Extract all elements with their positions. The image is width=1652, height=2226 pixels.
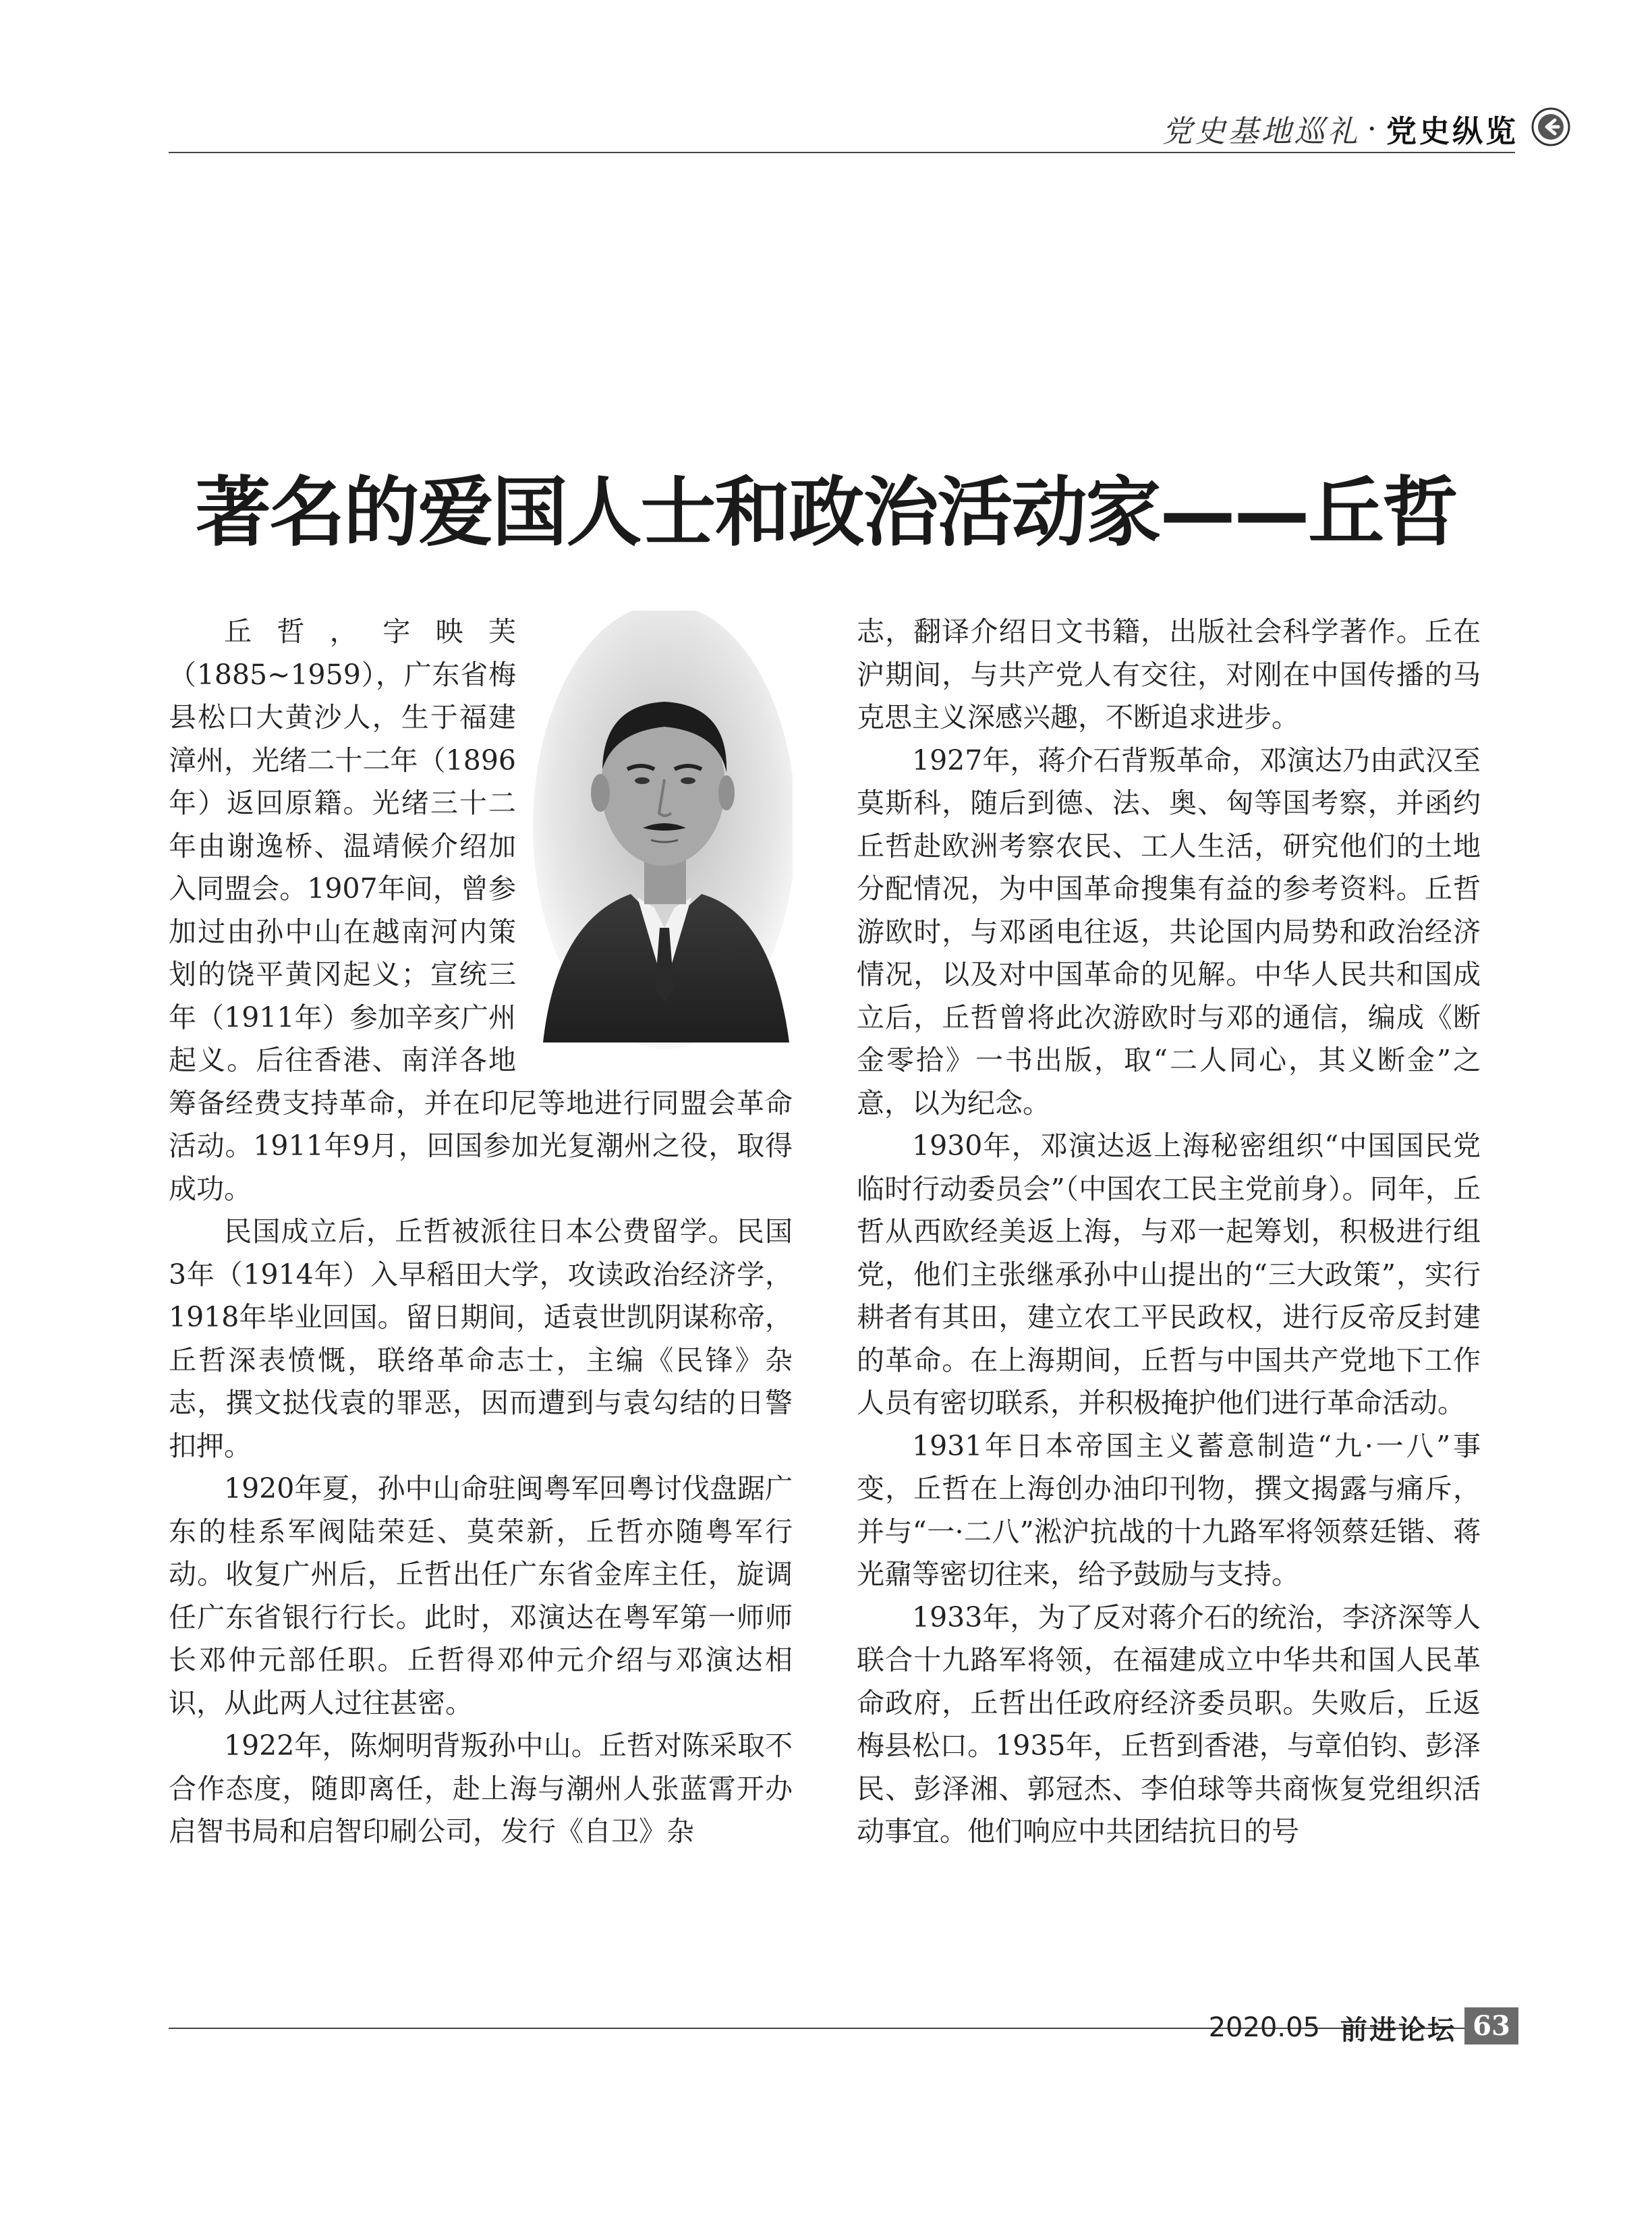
paragraph: 民国成立后，丘哲被派往日本公费留学。民国3年（1914年）入早稻田大学，攻读政治经济学，1918年毕业回国。留日期间，适袁世凯阴谋称帝，丘哲深表愤慨，联络革命志士，主编《民锋》杂志，撰文挞伐袁的罪恶，因而遭到与袁勾结的日警扣押。: [169, 1215, 793, 1462]
issue-date: 2020.05: [1208, 2012, 1320, 2043]
paragraph: 1931年日本帝国主义蓄意制造“九·一八”事变，丘哲在上海创办油印刊物，撰文揭露与痛斥，并与“一·二八”淞沪抗战的十九路军将领蔡廷锴、蒋光鼐等密切往来，给予鼓励与支持。: [857, 1429, 1481, 1590]
header-separator: ·: [1367, 110, 1379, 146]
portrait-photo: [530, 611, 793, 1063]
column-name: 党史纵览: [1386, 113, 1518, 149]
paragraph: 志，翻译介绍日文书籍，出版社会科学著作。丘在沪期间，与共产党人有交往，对刚在中国传播的马克思主义深感兴趣，不断追求进步。: [857, 615, 1481, 733]
paragraph: 1922年，陈炯明背叛孙中山。丘哲对陈采取不合作态度，随即离任，赴上海与潮州人张蓝霄开办启智书局和启智印刷公司，发行《自卫》杂: [169, 1729, 793, 1847]
arrow-left-circle-icon[interactable]: [1531, 107, 1571, 147]
paragraph: 1927年，蒋介石背叛革命，邓演达乃由武汉至莫斯科，随后到德、法、奥、匈等国考察，并函约丘哲赴欧洲考察农民、工人生活，研究他们的土地分配情况，为中国革命搜集有益的参考资料。丘哲游欧时，与邓函电往返，共论国内局势和政治经济情况，以及对中国革命的见解。中华人民共和国成立后，丘哲曾将此次游欧时与邓的通信，编成《断金零拾》一书出版，取“二人同心，其义断金”之意，以为纪念。: [857, 744, 1481, 1119]
paragraph: 1930年，邓演达返上海秘密组织“中国国民党临时行动委员会”（中国农工民主党前身）。同年，丘哲从西欧经美返上海，与邓一起筹划，积极进行组党，他们主张继承孙中山提出的“三大政策”，实行耕者有其田，建立农工平民政权，进行反帝反封建的革命。在上海期间，丘哲与中国共产党地下工作人员有密切联系，并积极掩护他们进行革命活动。: [857, 1130, 1481, 1419]
page-footer: [1209, 2007, 1470, 2048]
right-column: [857, 611, 1481, 1854]
paragraph: 丘哲，字映芙（1885~1959），广东省梅县松口大黄沙人，生于福建漳州，光绪二十二年（1896年）返回原籍。光绪三十二年由谢逸桥、温靖候介绍加入同盟会。1907年间，曾参加过由孙中山在越南河内策划的饶平黄冈起义；宣统三年（1911年）参加辛亥广州起义。后往香港、南洋各地筹备经费支持革命，并在印尼等地进行同盟会革命活动。1911年9月，回国参加光复潮州之役，取得成功。: [169, 615, 793, 1205]
article-title: 著名的爱国人士和政治活动家——丘哲: [195, 469, 1457, 557]
paragraph: 1933年，为了反对蒋介石的统治，李济深等人联合十九路军将领，在福建成立中华共和国人民革命政府，丘哲出任政府经济委员职。失败后，丘返梅县松口。1935年，丘哲到香港，与章伯钧、彭泽民、彭泽湘、郭冠杰、李伯球等共商恢复党组织活动事宜。他们响应中共团结抗日的号: [857, 1601, 1481, 1847]
journal-name: 前进论坛: [1340, 2013, 1456, 2046]
section-name: 党史基地巡礼: [1162, 113, 1361, 149]
paragraph: 1920年夏，孙中山命驻闽粤军回粤讨伐盘踞广东的桂系军阀陆荣廷、莫荣新，丘哲亦随粤军行动。收复广州后，丘哲出任广东省金库主任，旋调任广东省银行行长。此时，邓演达在粤军第一师师长邓仲元部任职。丘哲得邓仲元介绍与邓演达相识，从此两人过往甚密。: [169, 1472, 793, 1719]
page-number: 63: [1464, 2007, 1518, 2044]
header-divider: [169, 152, 1515, 153]
running-header: [1162, 105, 1518, 152]
left-column: [169, 611, 793, 1854]
